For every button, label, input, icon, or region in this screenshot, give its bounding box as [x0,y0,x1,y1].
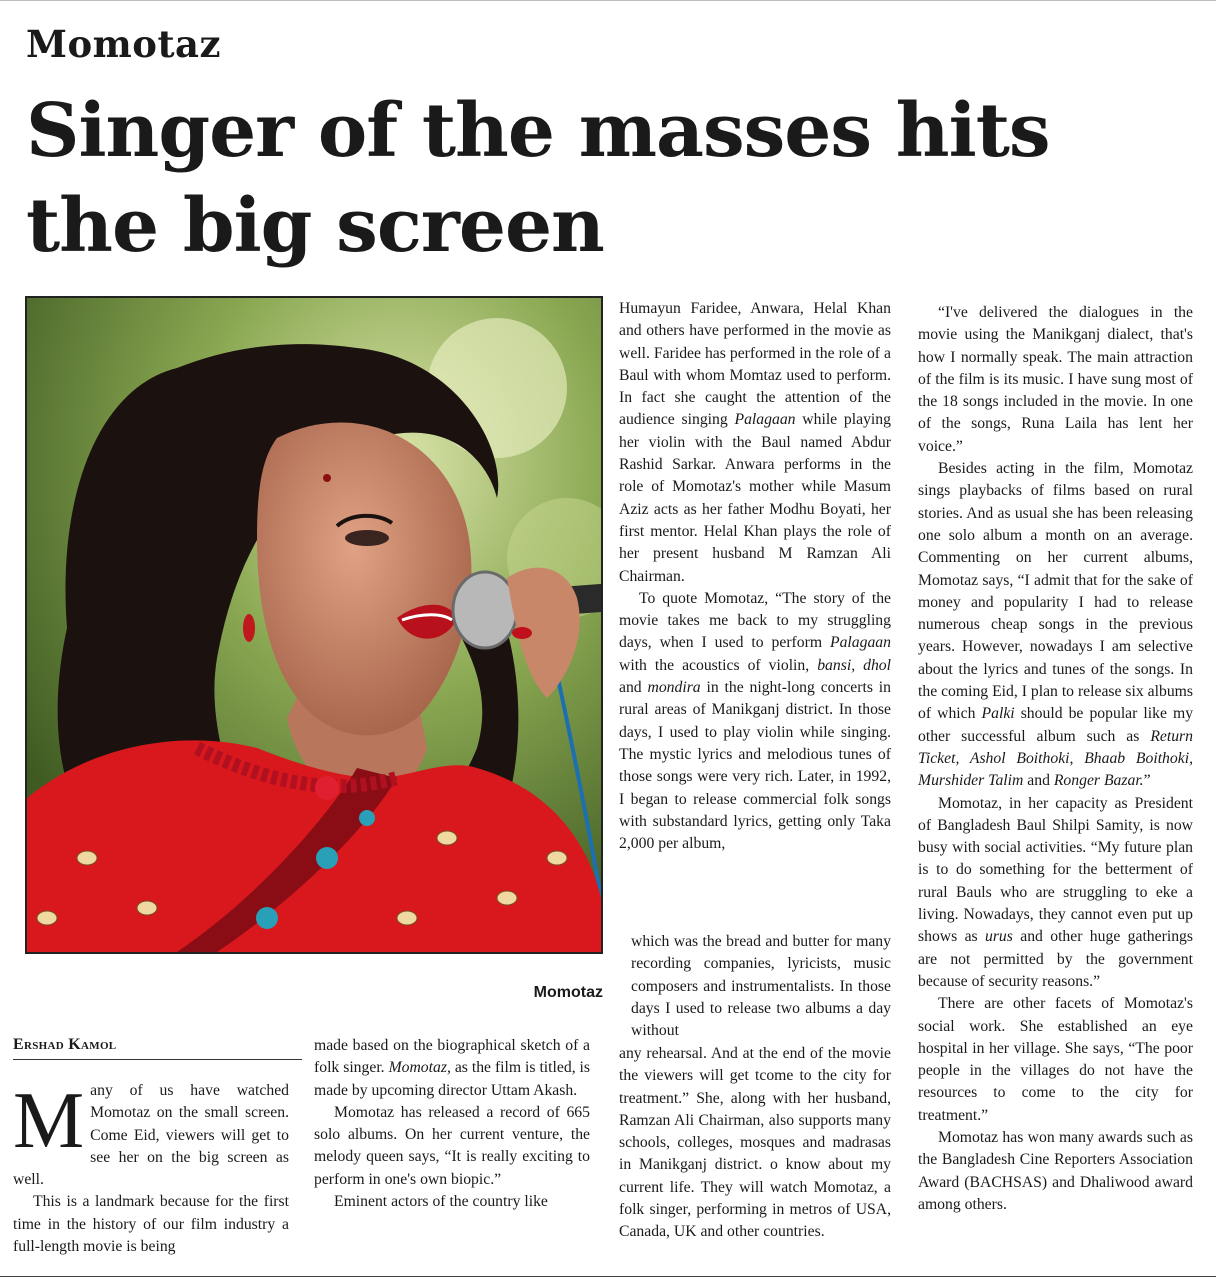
paragraph-text: in the night-long concerts in rural areas of Manikganj district. In those days, I used to play violin while singing. The mystic lyrics and melodious tunes of those songs were very rich. Later, in 1992, I began to release commercial folk songs with substandard lyrics, getting only Taka 2,000 per album, [619,679,891,853]
paragraph: There are other facets of Momotaz's social work. She established an eye hospital in her village. She says, “The poor people in the villages do not have the resources to come to the city for treatment.” [918,995,1193,1124]
album-title: Palki [981,705,1015,723]
album-title: Ronger Bazar. [1053,772,1144,790]
paragraph-text: while playing her violin with the Baul named Abdur Rashid Sarkar. Anwara performs in the role of Momotaz's mother while Masum Aziz acts as her father Modhu Boyati, her first mentor. Helal Khan plays the role of her present husband M Ramzan Ali Chairman. [619,411,891,585]
paragraph: any rehearsal. And at the end of the movie the viewers will get tcome to the city for treatment.” She, along with her husband, Ramzan Ali Chairman, also supports many schools, colleges, mosques and madrasas in Manikganj district. o know about my current life. They will watch Momotaz, a folk singer, performing in metros of USA, Canada, UK and other countries. [619,1045,891,1241]
column-3-bottom [619,1043,891,1244]
photo-caption: Momotaz [533,984,603,1001]
paragraph [918,458,1193,792]
italic-term: urus [984,928,1013,946]
paragraph-text: To quote Momotaz, “The story of the movie takes me back to my struggling days, when I used to perform [619,589,891,652]
paragraph [918,793,1193,994]
italic-term: Palagaan [829,634,891,652]
paragraph [13,1077,289,1191]
top-rule [0,0,1216,1]
paragraph: Momotaz has released a record of 665 solo albums. On her current venture, the melody queen says, “It is really exciting to perform in one's own biopic.” [314,1103,590,1188]
paragraph-text: and [1027,772,1050,790]
paragraph-text: as the film is titled, is made by upcoming director Uttam Akash. [314,1059,591,1099]
column-3-indented [631,931,891,1042]
paragraph-text: and other huge gatherings are not permitted by the government because of security reasons.” [918,928,1193,990]
paragraph-text: Humayun Faridee, Anwara, Helal Khan and others have performed in the movie as well. Faridee has performed in the role of a Baul with whom Momtaz used to perform. In fact she caught the attention of the audience singing [619,300,891,429]
byline: Ershad Kamol [13,1036,302,1060]
paragraph-text: any of us have watched Momotaz on the small screen. Come Eid, viewers will get to see her on the big screen as well. [13,1082,289,1189]
paragraph [619,588,891,856]
paragraph-text: should be popular like my other successful album such as [918,705,1194,745]
paragraph-text: ” [1143,772,1151,790]
paragraph [314,1035,590,1102]
paragraph: Eminent actors of the country like [334,1193,548,1211]
paragraph: “I've delivered the dialogues in the movie using the Manikganj dialect, that's how I normally speak. The main attraction of the film is its music. I have sung most of the 18 songs included in the movie. In one of the songs, Runa Laila has lent her voice.” [918,304,1193,455]
paragraph: which was the bread and butter for many recording companies, lyricists, music composers and instrumentalists. In those days I used to release two albums a day without [631,933,891,1040]
italic-term: mondira [647,679,701,697]
headline: Singer of the masses hits the big screen [26,88,1050,269]
paragraph-text: and [619,679,642,697]
paragraph-text: made based on the biographical sketch of a folk singer. [314,1037,590,1077]
kicker-title: Momotaz [26,22,222,66]
dropcap: M [13,1077,85,1165]
column-3 [619,298,891,855]
portrait-illustration [27,298,601,952]
paragraph: Momotaz has won many awards such as the Bangladesh Cine Reporters Association Award (BACHSAS) and Dhaliwood award among others. [918,1128,1193,1213]
bottom-rule [0,1276,1216,1277]
paragraph: This is a landmark because for the first time in the history of our film industry a full-length movie is being [13,1193,289,1256]
column-2 [314,1035,590,1213]
album-titles: Return Ticket, Ashol Boithoki, Bhaab Boithoki, Murshider Talim [918,727,1194,790]
paragraph-text: Momotaz, in her capacity as President of Bangladesh Baul Shilpi Samity, is now busy with social activities. “My future plan is to do something for the betterment of rural Bauls who are struggling to eke a living. Nowadays, they cannot even put up shows as [918,794,1193,946]
film-title: Momotaz, [388,1059,451,1077]
italic-term: Palagaan [734,411,796,429]
column-1 [13,1077,289,1258]
column-4 [918,302,1193,1216]
photo-momotaz [25,296,603,954]
paragraph [619,298,891,588]
italic-term: bansi, dhol [817,656,892,674]
paragraph-text: Besides acting in the film, Momotaz sings playbacks of films based on rural stories. And as usual she has been releasing one solo album a month on an average. Commenting on her current albums, Momotaz says, “I admit that for the sake of money and popularity I had to release numerous cheap songs in the previous years. However, nowadays I am selective about the lyrics and tunes of the songs. In the coming Eid, I plan to release six albums of which [918,460,1193,723]
paragraph-text: with the acoustics of violin, [619,656,810,674]
